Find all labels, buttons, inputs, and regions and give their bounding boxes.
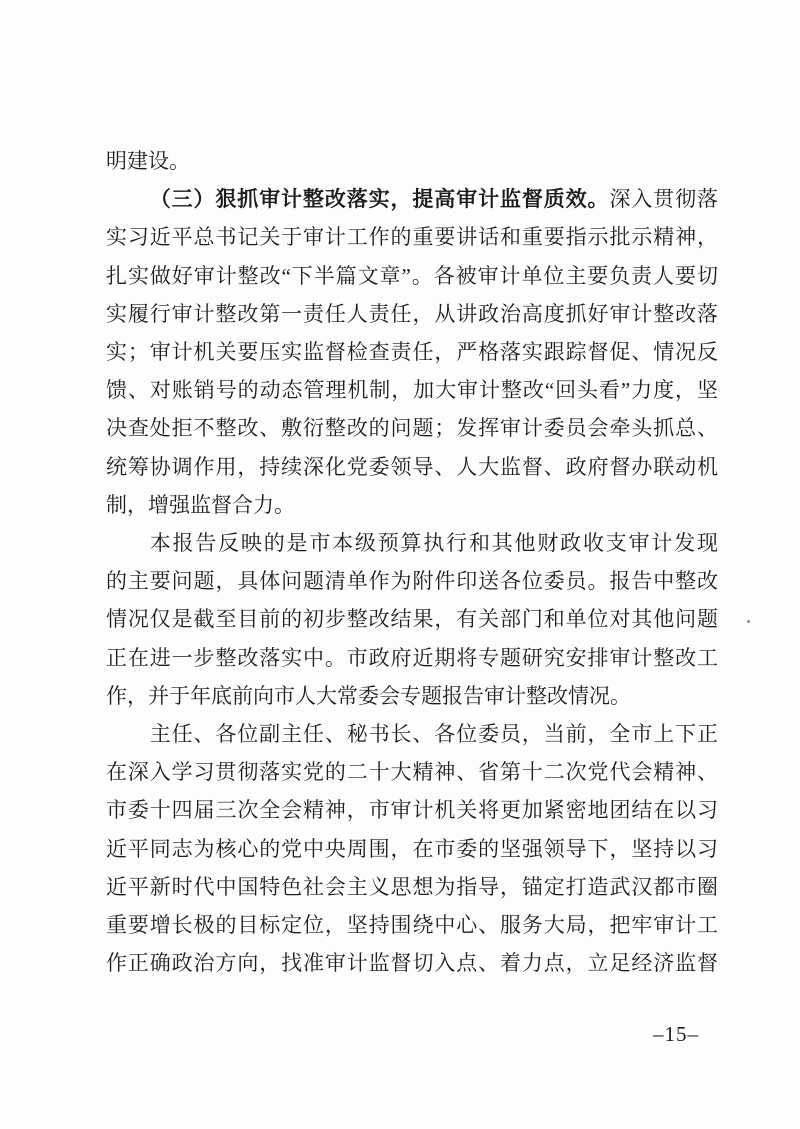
text-line	[106, 180, 718, 218]
scan-speck	[747, 620, 750, 623]
text-line: 统筹协调作用，持续深化党委领导、人大监督、政府督办联动机	[106, 454, 718, 479]
text-line: 实；审计机关要压实监督检查责任，严格落实跟踪督促、情况反	[106, 340, 718, 365]
text-line: 市委十四届三次全会精神，市审计机关将更加紧密地团结在以习	[106, 798, 718, 823]
page-number: –15–	[653, 1022, 699, 1046]
text-line: 实习近平总书记关于审计工作的重要讲话和重要指示批示精神，	[106, 225, 718, 250]
text-line: 近平新时代中国特色社会主义思想为指导，锚定打造武汉都市圈	[106, 874, 718, 899]
text-line: 馈、对账销号的动态管理机制，加大审计整改“回头看”力度，坚	[106, 378, 718, 403]
body-text	[106, 142, 718, 982]
text-line: 在深入学习贯彻落实党的二十大精神、省第十二次党代会精神、	[106, 760, 718, 785]
text-line: 本报告反映的是市本级预算执行和其他财政收支审计发现	[149, 531, 718, 556]
text-line: 作正确政治方向，找准审计监督切入点、着力点，立足经济监督	[106, 951, 718, 976]
text-line: 扎实做好审计整改“下半篇文章”。各被审计单位主要负责人要切	[106, 263, 718, 288]
section-heading: （三）狠抓审计整改落实，提高审计监督质效。	[149, 187, 610, 212]
text-line: 重要增长极的目标定位，坚持围绕中心、服务大局，把牢审计工	[106, 913, 718, 938]
text-line: 决查处拒不整改、敷衍整改的问题；发挥审计委员会牵头抓总、	[106, 416, 718, 441]
text-line: 情况仅是截至目前的初步整改结果，有关部门和单位对其他问题	[106, 607, 718, 632]
text-line: 的主要问题，具体问题清单作为附件印送各位委员。报告中整改	[106, 569, 718, 594]
text-line: 明建设。	[106, 149, 190, 173]
text-line: 主任、各位副主任、秘书长、各位委员，当前，全市上下正	[149, 722, 718, 747]
text-line: 作，并于年底前向市人大常委会专题报告审计整改情况。	[106, 683, 631, 708]
text-line: 实履行审计整改第一责任人责任，从讲政治高度抓好审计整改落	[106, 301, 718, 326]
text-line: 制，增强监督合力。	[106, 492, 295, 517]
text-line: 近平同志为核心的党中央周围，在市委的坚强领导下，坚持以习	[106, 836, 718, 861]
text-line: 正在进一步整改落实中。市政府近期将专题研究安排审计整改工	[106, 645, 718, 670]
text-run: 深入贯彻落	[609, 187, 719, 212]
